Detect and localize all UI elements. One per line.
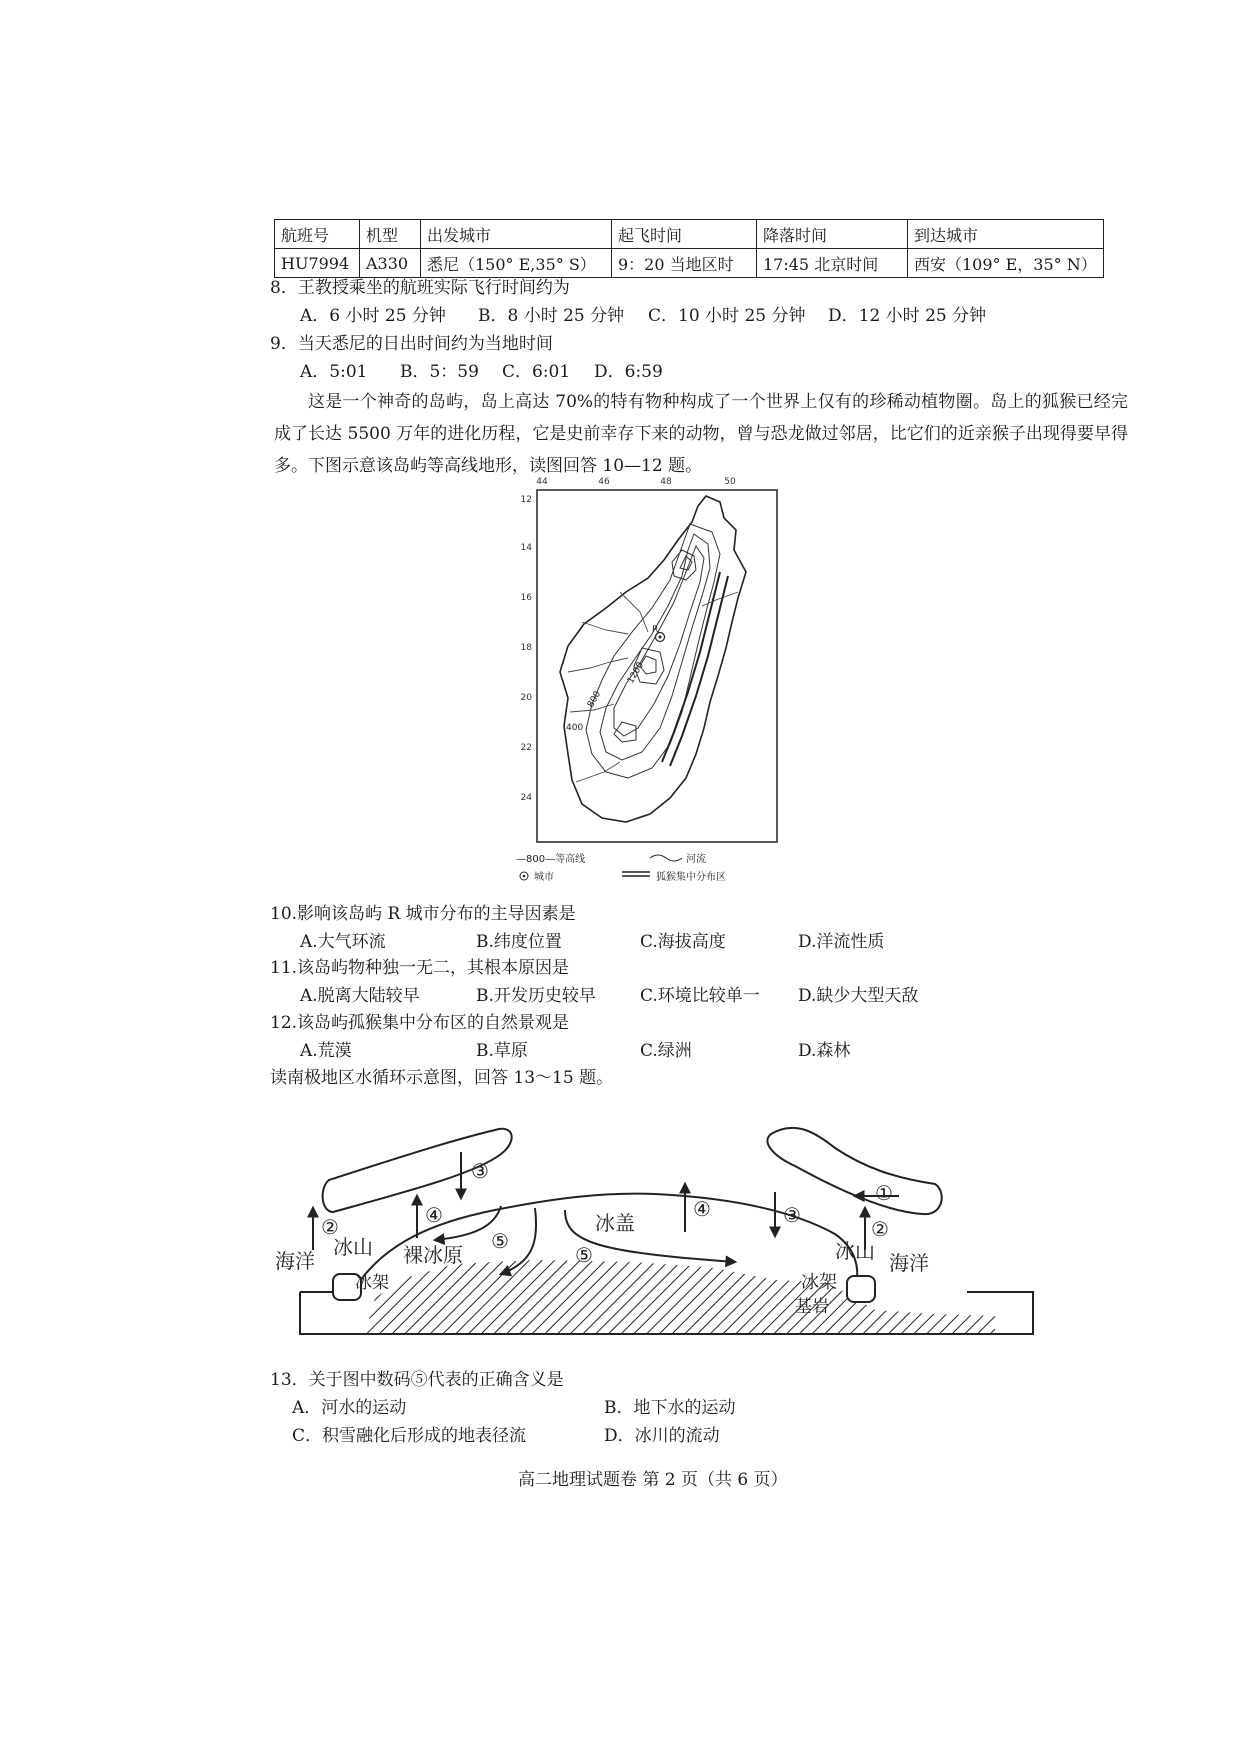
page-footer: 高二地理试题卷 第 2 页（共 6 页） (518, 1470, 788, 1490)
table-cell: 9：20 当地区时 (612, 249, 757, 278)
question-11-option-d: D.缺少大型天敌 (798, 986, 919, 1006)
lon-tick-label: 44 (536, 477, 548, 487)
table-cell: 悉尼（150° E,35° S） (421, 249, 612, 278)
label-number-5-left: ⑤ (491, 1229, 509, 1253)
question-8-option-a: A．6 小时 25 分钟 (300, 306, 446, 326)
label-number-5-right: ⑤ (575, 1243, 593, 1267)
table-row (275, 249, 1104, 278)
contour-label: 1200 (625, 660, 647, 686)
question-12-option-d: D.森林 (798, 1041, 851, 1061)
question-8-option-d: D．12 小时 25 分钟 (828, 306, 987, 326)
legend-city-dot (523, 875, 526, 878)
cloud-right (767, 1128, 941, 1214)
water-cycle-diagram (275, 1112, 1035, 1352)
legend-lemur-symbol (622, 872, 650, 876)
label-ocean-left: 海洋 (275, 1249, 315, 1273)
lat-tick-label: 18 (520, 643, 532, 653)
table-header-cell: 机型 (360, 220, 421, 249)
legend-river-symbol (650, 855, 682, 861)
question-12-option-b: B.草原 (476, 1041, 528, 1061)
label-number-4-left: ④ (425, 1203, 443, 1227)
map-frame (537, 490, 777, 842)
question-8-option-c: C．10 小时 25 分钟 (648, 306, 806, 326)
lat-tick-label: 16 (520, 593, 532, 603)
question-10-option-b: B.纬度位置 (476, 932, 562, 952)
label-bedrock: 基岩 (795, 1297, 829, 1317)
contour-label: 400 (566, 723, 584, 733)
label-number-3-right: ③ (783, 1203, 801, 1227)
question-12-option-c: C.绿洲 (640, 1041, 692, 1061)
lon-tick-label: 50 (724, 477, 736, 487)
contour-line (600, 534, 710, 760)
label-shelf-left: 冰架 (355, 1273, 389, 1293)
legend-contour: —800—等高线 (516, 854, 586, 865)
lat-tick-label: 12 (520, 495, 532, 505)
question-11-option-c: C.环境比较单一 (640, 986, 760, 1006)
legend-city: 城市 (534, 872, 554, 883)
question-13-stem: 13．关于图中数码⑤代表的正确含义是 (270, 1370, 564, 1390)
question-9-option-d: D．6:59 (594, 362, 663, 382)
question-8-stem: 8．王教授乘坐的航班实际飞行时间约为 (270, 278, 570, 298)
question-11-option-b: B.开发历史较早 (476, 986, 596, 1006)
question-13-option-c: C．积雪融化后形成的地表径流 (292, 1426, 527, 1446)
question-13-option-d: D．冰川的流动 (604, 1426, 720, 1446)
question-9-option-a: A．5:01 (300, 362, 368, 382)
lat-tick-label: 24 (520, 793, 532, 803)
legend-river: 河流 (686, 854, 706, 865)
question-10-option-a: A.大气环流 (300, 932, 386, 952)
table-cell: 西安（109° E，35° N） (908, 249, 1104, 278)
question-11-stem: 11.该岛屿物种独一无二，其根本原因是 (270, 958, 570, 978)
iceberg-right (847, 1276, 875, 1302)
city-r-dot (659, 636, 662, 639)
question-10-option-d: D.洋流性质 (798, 932, 885, 952)
question-13-option-b: B．地下水的运动 (604, 1398, 736, 1418)
flight-table (274, 219, 1104, 278)
section-intro-13-15: 读南极地区水循环示意图，回答 13～15 题。 (270, 1068, 614, 1088)
label-number-4-right: ④ (693, 1197, 711, 1221)
question-10-option-c: C.海拔高度 (640, 932, 726, 952)
question-11-option-a: A.脱离大陆较早 (300, 986, 420, 1006)
lat-tick-label: 22 (520, 743, 532, 753)
river (582, 622, 628, 634)
label-shelf-right: 冰架 (801, 1272, 837, 1293)
river (620, 592, 648, 632)
table-header-row (275, 220, 1104, 249)
label-number-1: ① (875, 1181, 893, 1205)
question-9-option-b: B．5：59 (400, 362, 479, 382)
label-number-3-left: ③ (471, 1159, 489, 1183)
contour-label: 800 (585, 689, 604, 710)
label-iceberg-right: 冰山 (835, 1239, 875, 1263)
label-number-2-left: ② (321, 1215, 339, 1239)
label-ice-cap: 冰盖 (595, 1211, 635, 1235)
lat-tick-label: 14 (520, 543, 532, 553)
contour-line (614, 722, 636, 742)
question-9-option-c: C．6:01 (502, 362, 571, 382)
river (576, 762, 620, 782)
table-header-cell: 降落时间 (757, 220, 908, 249)
table-cell: A330 (360, 249, 421, 278)
lon-tick-label: 46 (598, 477, 610, 487)
question-9-stem: 9．当天悉尼的日出时间约为当地时间 (270, 334, 553, 354)
question-12-stem: 12.该岛屿孤猴集中分布区的自然景观是 (270, 1013, 570, 1033)
table-header-cell: 到达城市 (908, 220, 1104, 249)
table-cell: HU7994 (275, 249, 360, 278)
lat-tick-label: 20 (520, 693, 532, 703)
table-header-cell: 出发城市 (421, 220, 612, 249)
question-13-option-a: A．河水的运动 (292, 1398, 407, 1418)
label-number-2-right: ② (871, 1217, 889, 1241)
question-8-option-b: B．8 小时 25 分钟 (478, 306, 625, 326)
label-bare-ice: 裸冰原 (403, 1243, 463, 1267)
label-ocean-right: 海洋 (889, 1251, 929, 1275)
table-header-cell: 起飞时间 (612, 220, 757, 249)
question-10-stem: 10.影响该岛屿 R 城市分布的主导因素是 (270, 904, 576, 924)
river (568, 658, 628, 672)
label-iceberg-left: 冰山 (333, 1235, 373, 1259)
question-12-option-a: A.荒漠 (300, 1041, 352, 1061)
reading-passage: 这是一个神奇的岛屿，岛上高达 70%的特有物种构成了一个世界上仅有的珍稀动植物圈。岛上的狐猴已经完成了长达 5500 万年的进化历程，它是史前幸存下来的动物，曾与恐龙做过邻居，比它们的近亲猴子出现得要早得多。下图示意该岛屿等高线地形，读图回答 10—12 题。 (274, 392, 1128, 476)
lon-tick-label: 48 (660, 477, 672, 487)
table-cell: 17:45 北京时间 (757, 249, 908, 278)
table-header-cell: 航班号 (275, 220, 360, 249)
island-contour-map (510, 472, 790, 884)
city-r-label: R (652, 625, 659, 635)
legend-lemur: 狐猴集中分布区 (656, 872, 726, 883)
